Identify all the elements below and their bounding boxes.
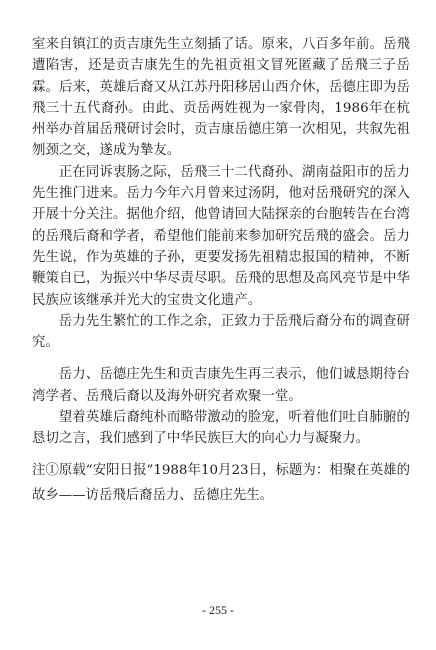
paragraph-4: 岳力、岳德庄先生和贡吉康先生再三表示，他们诚恳期待台湾学者、岳飛后裔以及海外研究者欢聚一堂。	[32, 367, 410, 404]
paragraph-gap	[32, 353, 410, 364]
page-number: - 255 -	[202, 603, 234, 617]
paragraph-1: 室来自镇江的贡吉康先生立刻插了话。原来，八百多年前。岳飛遭陷害，还是贡吉康先生的先祖贡祖文冒死匿藏了岳飛三子岳霖。后来，英雄后裔又从江苏丹阳移居山西介休，岳德庄即为岳飛三十五代裔孙。由此、贡岳两姓视为一家骨肉，1986年在杭州举办首届岳飛研讨会时，贡吉康岳德庄第一次相见，共叙先祖刎颈之交，遂成为摯友。	[32, 37, 410, 159]
footnote: 注①原载“安阳日报”1988年10月23日，标题为：相聚在英雄的故乡——访岳飛后裔岳力、岳德庄先生。	[32, 463, 410, 503]
paragraph-2: 正在同诉衷肠之际，岳飛三十二代裔孙、湖南益阳市的岳力先生推门进来。岳力今年六月曾来过汤阴，他对岳飛研究的深入开展十分关注。据他介绍，他曾请回大陆探亲的台胞转告在台湾的岳飛后裔和学者，希望他们能前来参加研究岳飛的盛会。岳力先生说，作为英雄的子孙，更要发扬先祖精忠报国的精神，不断鞭策自已，为振兴中华尽责尽职。岳飛的思想及高风亮节是中华民族应该继承并光大的宝贵文化遗产。	[32, 164, 410, 308]
body-text	[32, 34, 410, 450]
paragraph-5: 望着英雄后裔纯朴而略带激动的脸宠，听着他们吐自肺腑的恳切之言，我们感到了中华民族巨大的向心力与凝聚力。	[32, 410, 410, 447]
paragraph-3: 岳力先生繁忙的工作之余，正致力于岳飛后裔分布的调查研究。	[32, 313, 410, 351]
